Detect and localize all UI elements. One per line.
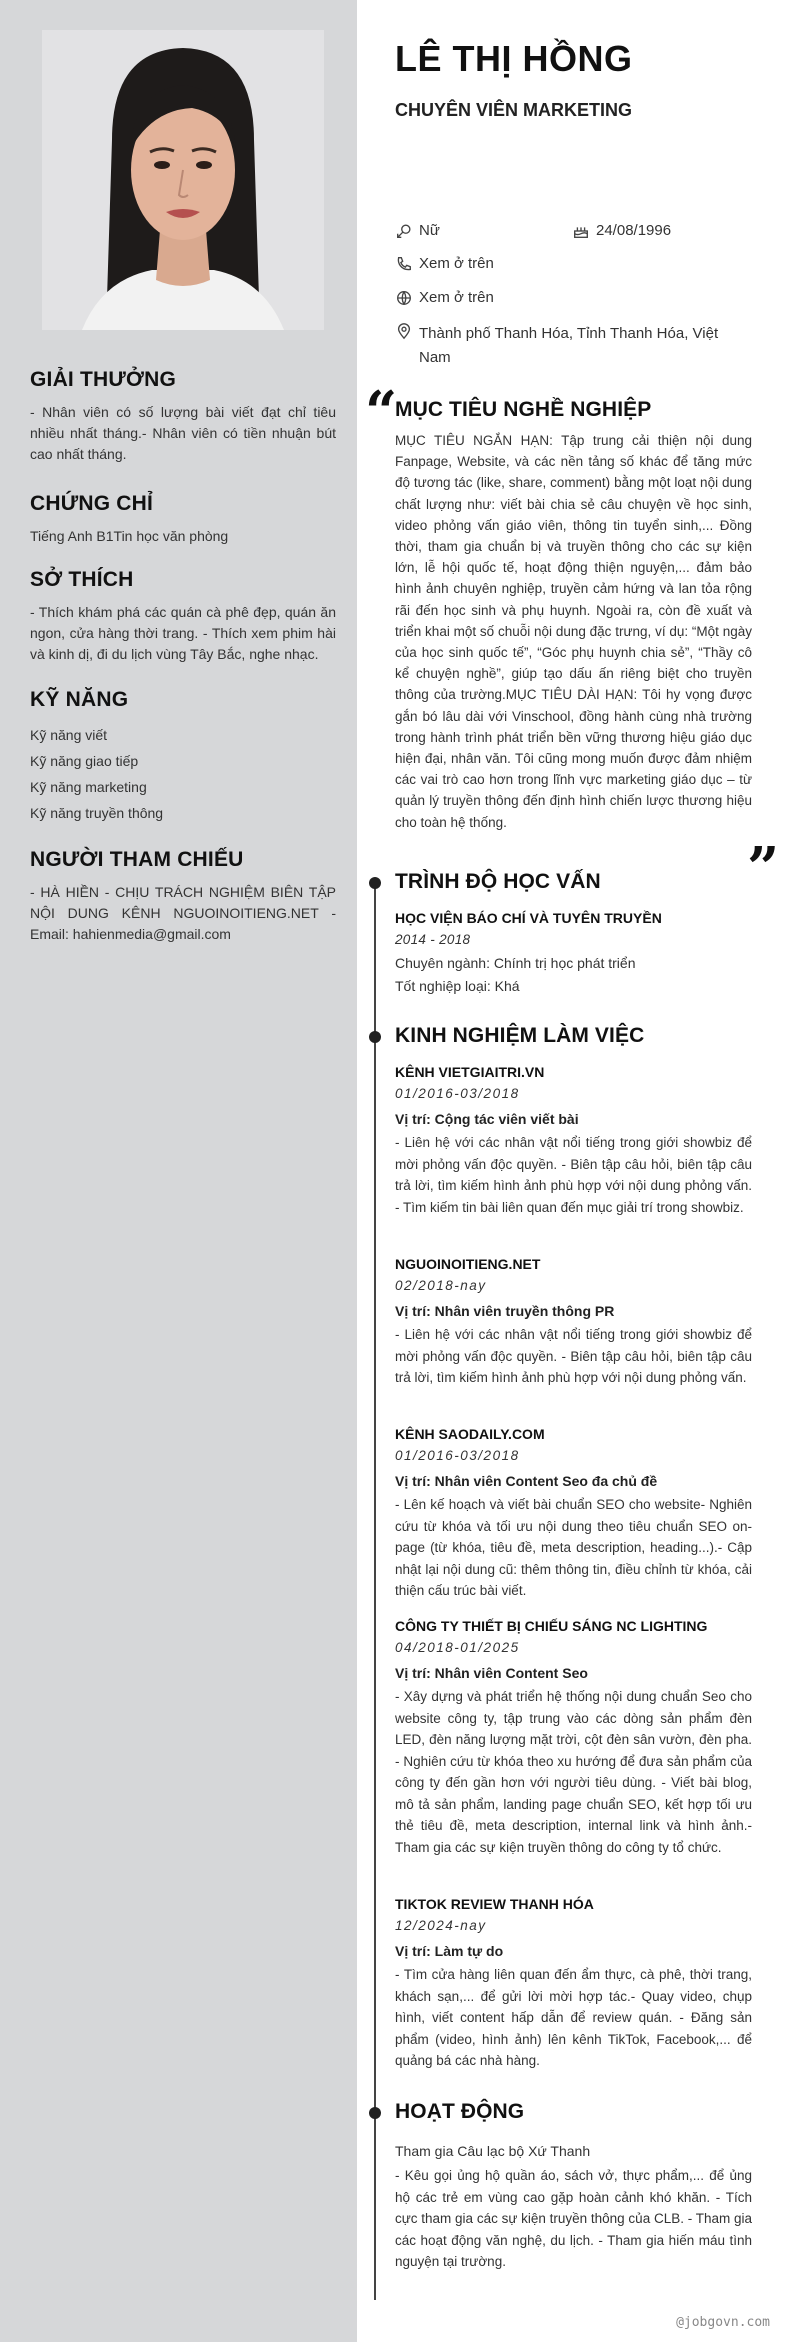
experience-position: Vị trí: Cộng tác viên viết bài [395, 1111, 579, 1127]
portrait-image [42, 30, 324, 330]
cake-icon [572, 222, 592, 242]
references-title: NGƯỜI THAM CHIẾU [30, 848, 244, 871]
globe-icon [395, 289, 415, 309]
experience-period: 01/2016-03/2018 [395, 1086, 520, 1101]
certificates-title: CHỨNG CHỈ [30, 492, 154, 515]
phone-value: Xem ở trên [419, 255, 494, 272]
experience-item [395, 1254, 752, 1389]
activities-desc: - Kêu gọi ủng hộ quần áo, sách vở, thực phẩm,... để ủng hộ các trẻ em vùng cao gặp hoàn cảnh khó khăn. - Tích cực tham gia các sự kiện truyền thông của CLB. - Tham gia các hoạt động văn nghệ, du lịch. - Tham gia hiến máu tình nguyện tại trường. [395, 2168, 752, 2269]
certificates-text: Tiếng Anh B1Tin học văn phòng [30, 528, 229, 544]
objective-text: MỤC TIÊU NGẮN HẠN: Tập trung cải thiện nội dung Fanpage, Website, và các nền tảng số khác để tăng mức độ tương tác (like, share, comment) bằng một loạt nội dung chất lượng như: viết bài chia sẻ câu chuyện về học sinh, video phỏng vấn giáo viên, thông tin tuyển sinh,... Đồng thời, tham gia chuẩn bị và truyền thông cho các sự kiện lớn, lễ hội quốc tế, hoạt động thiện nguyện,... đảm bảo hình ảnh chuyên nghiệp, truyền cảm hứng và lan tỏa rộng rãi đến học sinh và phụ huynh. Ngoài ra, còn đề xuất và triển khai một số chuỗi nội dung đặc trưng, ví dụ: “Một ngày của học sinh quốc tế”, “Góc phụ huynh chia sẻ”, “Thầy cô kể chuyện nghề”, giúp tạo dấu ấn riêng biệt cho truyền thông của trường.MỤC TIÊU DÀI HẠN: Tôi hy vọng được gắn bó lâu dài với Vinschool, đồng hành cùng nhà trường trong hành trình phát triển bền vững thương hiệu giáo dục hiện đại, nhân văn. Tôi cũng mong muốn được đảm nhiệm các vai trò cao hơn trong lĩnh vực marketing giáo dục – từ quản lý truyền thông đến định hình chiến lược thương hiệu cho toàn hệ thống. [395, 433, 752, 830]
objective-title: MỤC TIÊU NGHỀ NGHIỆP [395, 398, 652, 421]
location-icon [395, 322, 415, 342]
quote-close-icon: ” [747, 835, 780, 901]
awards-text: - Nhân viên có số lượng bài viết đạt chỉ tiêu nhiều nhất tháng.- Nhân viên có tiền nhuận bút cao nhất tháng. [30, 404, 336, 462]
experience-item [395, 1062, 752, 1218]
education-period: 2014 - 2018 [395, 932, 471, 947]
timeline-dot [369, 2107, 381, 2119]
experience-org: KÊNH VIETGIAITRI.VN [395, 1064, 545, 1080]
experience-item [395, 1424, 752, 1602]
skills-list [30, 722, 336, 826]
skills-section [30, 688, 336, 826]
activities-block [395, 2140, 752, 2273]
quote-open-icon: “ [365, 379, 398, 445]
hobbies-text: - Thích khám phá các quán cà phê đẹp, quán ăn ngon, cửa hàng thời trang. - Thích xem phim hài và kinh dị, đi du lịch vùng Tây Bắc, nghe nhạc. [30, 604, 336, 662]
education-major: Chuyên ngành: Chính trị học phát triển [395, 955, 636, 971]
timeline-dot [369, 877, 381, 889]
experience-title: KINH NGHIỆM LÀM VIỆC [395, 1024, 645, 1047]
hobbies-section [30, 568, 336, 665]
skill-item: Kỹ năng giao tiếp [30, 753, 139, 769]
experience-org: KÊNH SAODAILY.COM [395, 1426, 545, 1442]
education-grade: Tốt nghiệp loại: Khá [395, 978, 520, 994]
experience-org: NGUOINOITIENG.NET [395, 1256, 541, 1272]
references-section [30, 848, 336, 945]
certificates-section [30, 492, 336, 547]
experience-desc: - Lên kế hoạch và viết bài chuẩn SEO cho website- Nghiên cứu từ khóa và tối ưu nội dung theo tiêu chuẩn SEO on-page (từ khóa, tiêu đề, meta description, heading...).- Cập nhật lại nội dung cũ: thêm thông tin, điều chỉnh từ khóa, cải thiện cấu trúc bài viết. [395, 1497, 752, 1598]
experience-position: Vị trí: Làm tự do [395, 1943, 504, 1959]
awards-title: GIẢI THƯỞNG [30, 368, 177, 391]
experience-desc: - Liên hệ với các nhân vật nổi tiếng trong giới showbiz để mời phỏng vấn độc quyền. - Biên tập câu hỏi, biên tập câu trả lời, tìm kiếm hình ảnh phù hợp với nội dung phỏng vấn. [395, 1327, 752, 1385]
phone-row [395, 255, 494, 275]
timeline-dot [369, 1031, 381, 1043]
birthdate-row [572, 222, 671, 242]
experience-item [395, 1616, 752, 1858]
experience-org: CÔNG TY THIẾT BỊ CHIẾU SÁNG NC LIGHTING [395, 1618, 708, 1634]
awards-section [30, 368, 336, 465]
experience-position: Vị trí: Nhân viên Content Seo đa chủ đề [395, 1473, 658, 1489]
gender-value: Nữ [419, 222, 440, 239]
skill-item: Kỹ năng truyền thông [30, 805, 164, 821]
gender-icon [395, 222, 415, 242]
sidebar [0, 0, 357, 2342]
hobbies-title: SỞ THÍCH [30, 568, 134, 591]
experience-position: Vị trí: Nhân viên truyền thông PR [395, 1303, 615, 1319]
experience-period: 01/2016-03/2018 [395, 1448, 520, 1463]
experience-desc: - Liên hệ với các nhân vật nổi tiếng trong giới showbiz để mời phỏng vấn độc quyền. - Biên tập câu hỏi, biên tập câu trả lời, tìm kiếm hình ảnh phù hợp với nội dung phỏng vấn. - Tìm kiếm tin bài liên quan đến mục giải trí trong showbiz. [395, 1135, 752, 1215]
experience-period: 12/2024-nay [395, 1918, 487, 1933]
profile-photo [42, 30, 324, 330]
address-row [395, 322, 735, 370]
birthdate-value: 24/08/1996 [596, 222, 672, 239]
experience-desc: - Xây dựng và phát triển hệ thống nội dung chuẩn Seo cho website công ty, tập trung vào các dòng sản phẩm đèn LED, đèn năng lượng mặt trời, cột đèn sân vườn, đèn pha. - Nghiên cứu từ khóa theo xu hướng để đưa sản phẩm của công ty đến gần hơn với người tiêu dùng. - Viết bài blog, mô tả sản phẩm, landing page chuẩn SEO, kết hợp tối ưu thẻ tiêu đề, meta description, internal link và hình ảnh.- Tham gia các sự kiện truyền thông do công ty tổ chức. [395, 1689, 752, 1855]
experience-desc: - Tìm cửa hàng liên quan đến ẩm thực, cà phê, thời trang, khách sạn,... để gửi lời mời hợp tác.- Quay video, chụp hình, viết content hấp dẫn để review quán. - Đăng sản phẩm (video, hình ảnh) lên kênh TikTok, Facebook,... để quảng bá các nhà hàng. [395, 1967, 752, 2068]
website-value: Xem ở trên [419, 289, 494, 306]
skills-title: KỸ NĂNG [30, 688, 129, 711]
phone-icon [395, 255, 415, 275]
skill-item: Kỹ năng marketing [30, 779, 147, 795]
footer-watermark: @jobgovn.com [676, 2315, 770, 2330]
address-value: Thành phố Thanh Hóa, Tỉnh Thanh Hóa, Việt Nam [419, 325, 719, 366]
main-content [357, 0, 790, 2342]
education-block [395, 908, 752, 998]
education-title: TRÌNH ĐỘ HỌC VẤN [395, 870, 601, 893]
references-text: - HÀ HIỀN - CHỊU TRÁCH NGHIỆM BIÊN TẬP NỘI DUNG KÊNH NGUOINOITIENG.NET - Email: hahienmedia@gmail.com [30, 884, 336, 942]
gender-row [395, 222, 440, 242]
experience-org: TIKTOK REVIEW THANH HÓA [395, 1896, 594, 1912]
timeline-line [374, 880, 376, 2300]
skill-item: Kỹ năng viết [30, 727, 108, 743]
school-name: HỌC VIỆN BÁO CHÍ VÀ TUYÊN TRUYỀN [395, 910, 662, 926]
experience-period: 02/2018-nay [395, 1278, 487, 1293]
experience-item [395, 1894, 752, 2072]
experience-period: 04/2018-01/2025 [395, 1640, 520, 1655]
activities-org: Tham gia Câu lạc bộ Xứ Thanh [395, 2143, 591, 2159]
experience-position: Vị trí: Nhân viên Content Seo [395, 1665, 588, 1681]
activities-title: HOẠT ĐỘNG [395, 2100, 525, 2123]
website-row [395, 289, 494, 309]
candidate-name: LÊ THỊ HỒNG [395, 38, 633, 79]
candidate-title: CHUYÊN VIÊN MARKETING [395, 100, 633, 120]
